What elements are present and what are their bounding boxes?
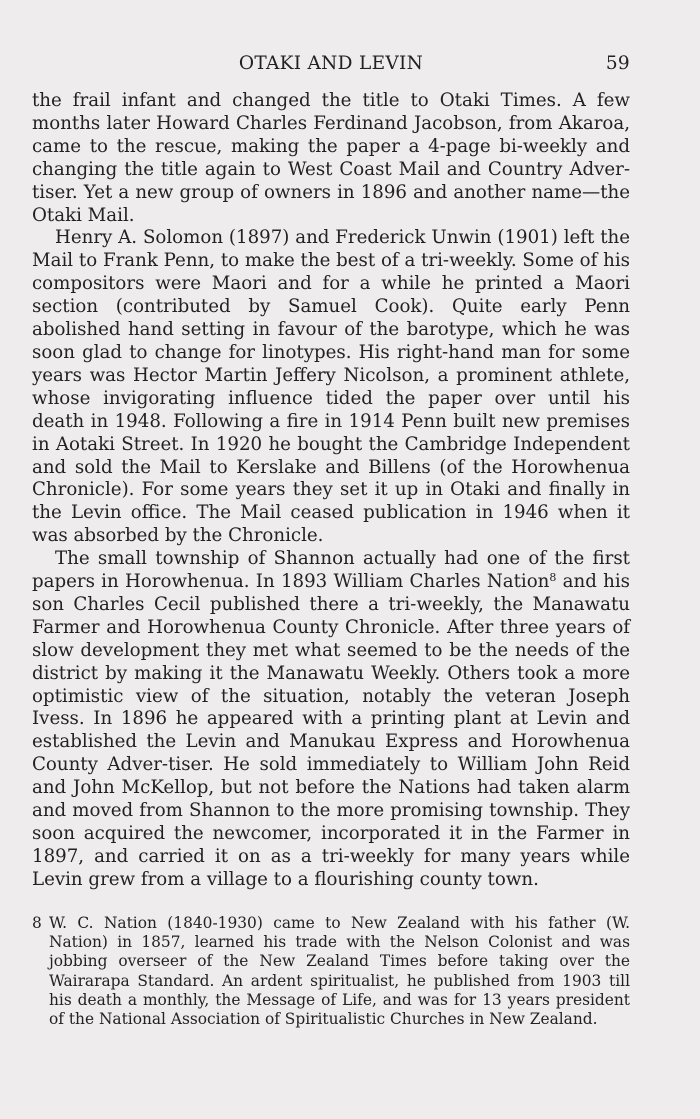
footnote-text: W. C. Nation (1840-1930) came to New Zealand with his father (W. Nation) in 1857, learned his trade with the Nelson Colonist and was jobbing overseer of the New Zealand Times before taking over the Wairarapa Standard. An ardent spiritualist, he published from 1903 till his death a monthly, the Message of Life, and was for 13 years president of the National Association of Spiritualistic Churches in New Zealand. [49,914,630,1029]
paragraph-2: Henry A. Solomon (1897) and Frederick Unwin (1901) left the Mail to Frank Penn, to make the best of a tri-weekly. Some of his compositors were Maori and for a while he printed a Maori section (contributed by Samuel Cook). Quite early Penn abolished hand setting in favour of the barotype, which he was soon glad to change for linotypes. His right-hand man for some years was Hector Martin Jeffery Nicolson, a prominent athlete, whose invigorating influence tided the paper over until his death in 1948. Following a fire in 1914 Penn built new premises in Aotaki Street. In 1920 he bought the Cambridge Independent and sold the Mail to Kerslake and Billens (of the Horowhenua Chronicle). For some years they set it up in Otaki and finally in the Levin office. The Mail ceased publication in 1946 when it was absorbed by the Chronicle. [32,227,630,547]
chapter-title: OTAKI AND LEVIN [238,53,424,74]
running-header [32,53,630,77]
footnote-reference: 8 [549,571,557,585]
body-text [32,90,630,892]
footnote [32,914,630,1029]
paragraph-3 [32,548,630,892]
footnote-paragraph [32,914,630,1029]
footnote-marker: 8 [32,914,42,932]
paragraph-3-start: The small township of Shannon actually had one of the first papers in Horowhenua. In 1893 William Charles Nation [32,548,630,593]
page-number: 59 [605,53,630,74]
paragraph-1: the frail infant and changed the title to Otaki Times. A few months later Howard Charles Ferdinand Jacobson, from Akaroa, came to the rescue, making the paper a 4-page bi-weekly and changing the title again to West Coast Mail and Country Adver-tiser. Yet a new group of owners in 1896 and another name—the Otaki Mail. [32,90,630,226]
paragraph-3-rest: and his son Charles Cecil published there a tri-weekly, the Manawatu Farmer and Horowhenua County Chronicle. After three years of slow development they met what seemed to be the needs of the district by making it the Manawatu Weekly. Others took a more optimistic view of the situation, notably the veteran Joseph Ivess. In 1896 he appeared with a printing plant at Levin and established the Levin and Manukau Express and Horowhenua County Adver-tiser. He sold immediately to William John Reid and John McKellop, but not before the Nations had taken alarm and moved from Shannon to the more promising township. They soon acquired the newcomer, incorporated it in the Farmer in 1897, and carried it on as a tri-weekly for many years while Levin grew from a village to a flourishing county town. [32,571,630,890]
